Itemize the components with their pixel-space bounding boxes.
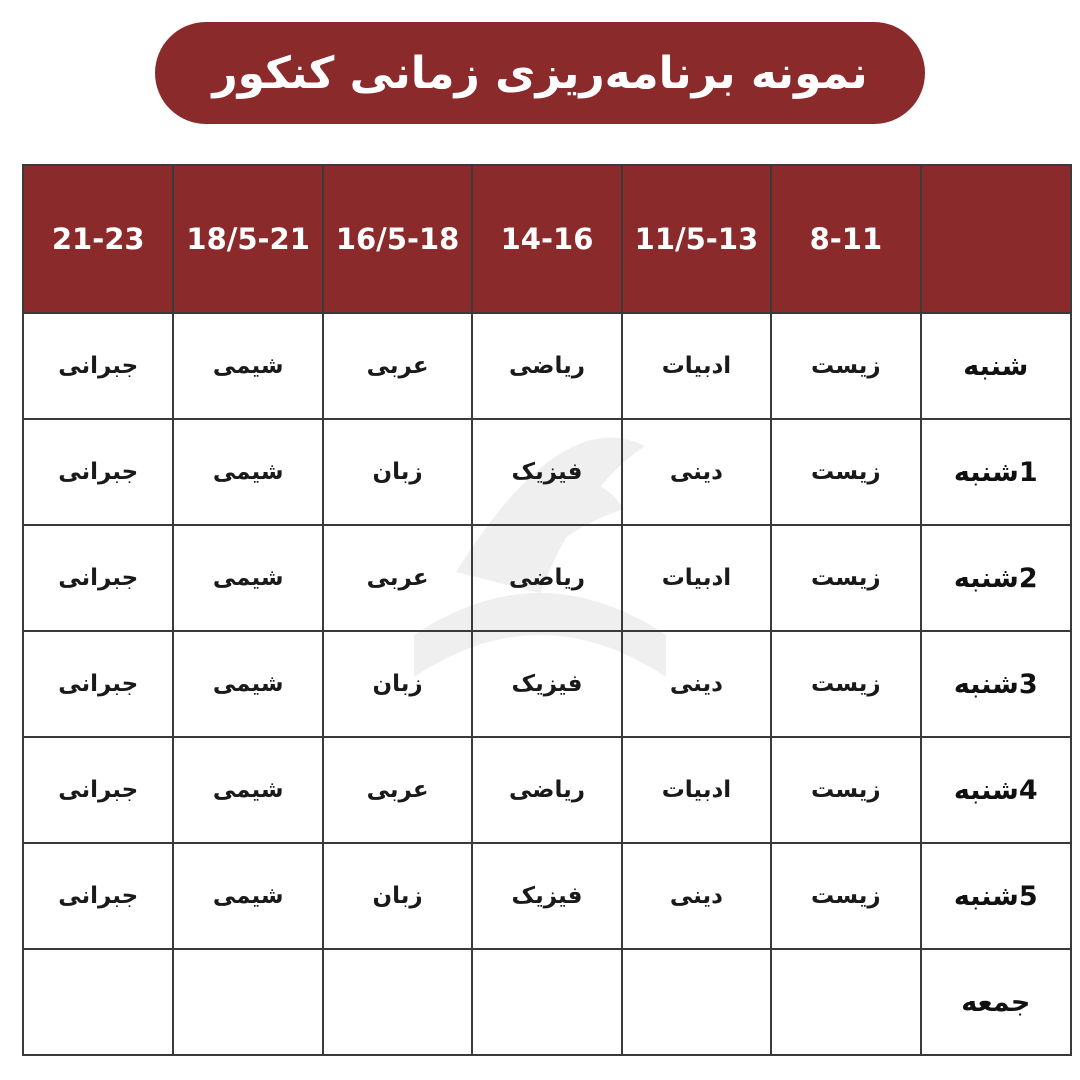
- table-row: [23, 525, 1071, 631]
- time-slot-header: 11/5-13: [622, 165, 771, 313]
- subject-cell: عربی: [323, 313, 472, 419]
- table-row: [23, 631, 1071, 737]
- subject-cell: شیمی: [173, 313, 322, 419]
- subject-cell: شیمی: [173, 419, 322, 525]
- subject-cell: فیزیک: [472, 843, 621, 949]
- subject-cell: جبرانی: [23, 843, 173, 949]
- subject-cell: جبرانی: [23, 313, 173, 419]
- subject-cell: زبان: [323, 419, 472, 525]
- subject-cell: ریاضی: [472, 525, 621, 631]
- time-slot-header: 14-16: [472, 165, 621, 313]
- table-row: [23, 737, 1071, 843]
- page-title: نمونه برنامه‌ریزی زمانی کنکور: [212, 47, 868, 99]
- day-label: شنبه: [921, 313, 1071, 419]
- subject-cell: ریاضی: [472, 737, 621, 843]
- subject-cell: [173, 949, 322, 1055]
- subject-cell: [323, 949, 472, 1055]
- subject-cell: زیست: [771, 631, 920, 737]
- time-slot-header: 8-11: [771, 165, 920, 313]
- subject-cell: جبرانی: [23, 737, 173, 843]
- subject-cell: فیزیک: [472, 419, 621, 525]
- subject-cell: زیست: [771, 313, 920, 419]
- subject-cell: عربی: [323, 737, 472, 843]
- subject-cell: شیمی: [173, 631, 322, 737]
- table-row: [23, 313, 1071, 419]
- subject-cell: ادبیات: [622, 313, 771, 419]
- time-slot-header: 21-23: [23, 165, 173, 313]
- subject-cell: عربی: [323, 525, 472, 631]
- subject-cell: ادبیات: [622, 737, 771, 843]
- subject-cell: جبرانی: [23, 631, 173, 737]
- day-label: 4شنبه: [921, 737, 1071, 843]
- subject-cell: شیمی: [173, 525, 322, 631]
- subject-cell: جبرانی: [23, 525, 173, 631]
- subject-cell: زیست: [771, 737, 920, 843]
- subject-cell: [622, 949, 771, 1055]
- time-slot-header: 16/5-18: [323, 165, 472, 313]
- subject-cell: دینی: [622, 419, 771, 525]
- subject-cell: زیست: [771, 843, 920, 949]
- day-label: 1شنبه: [921, 419, 1071, 525]
- subject-cell: شیمی: [173, 843, 322, 949]
- subject-cell: [771, 949, 920, 1055]
- subject-cell: شیمی: [173, 737, 322, 843]
- time-slot-header: 18/5-21: [173, 165, 322, 313]
- day-label: 3شنبه: [921, 631, 1071, 737]
- subject-cell: فیزیک: [472, 631, 621, 737]
- day-label: 2شنبه: [921, 525, 1071, 631]
- schedule-table: [22, 164, 1072, 1056]
- subject-cell: دینی: [622, 843, 771, 949]
- table-row: [23, 419, 1071, 525]
- subject-cell: جبرانی: [23, 419, 173, 525]
- header-row: [23, 165, 1071, 313]
- table-row: [23, 949, 1071, 1055]
- day-label: جمعه: [921, 949, 1071, 1055]
- table-row: [23, 843, 1071, 949]
- subject-cell: دینی: [622, 631, 771, 737]
- subject-cell: زیست: [771, 419, 920, 525]
- subject-cell: ادبیات: [622, 525, 771, 631]
- day-label: 5شنبه: [921, 843, 1071, 949]
- title-banner: [155, 22, 925, 124]
- subject-cell: زبان: [323, 843, 472, 949]
- subject-cell: زبان: [323, 631, 472, 737]
- subject-cell: ریاضی: [472, 313, 621, 419]
- corner-cell: [921, 165, 1071, 313]
- subject-cell: [23, 949, 173, 1055]
- subject-cell: زیست: [771, 525, 920, 631]
- subject-cell: [472, 949, 621, 1055]
